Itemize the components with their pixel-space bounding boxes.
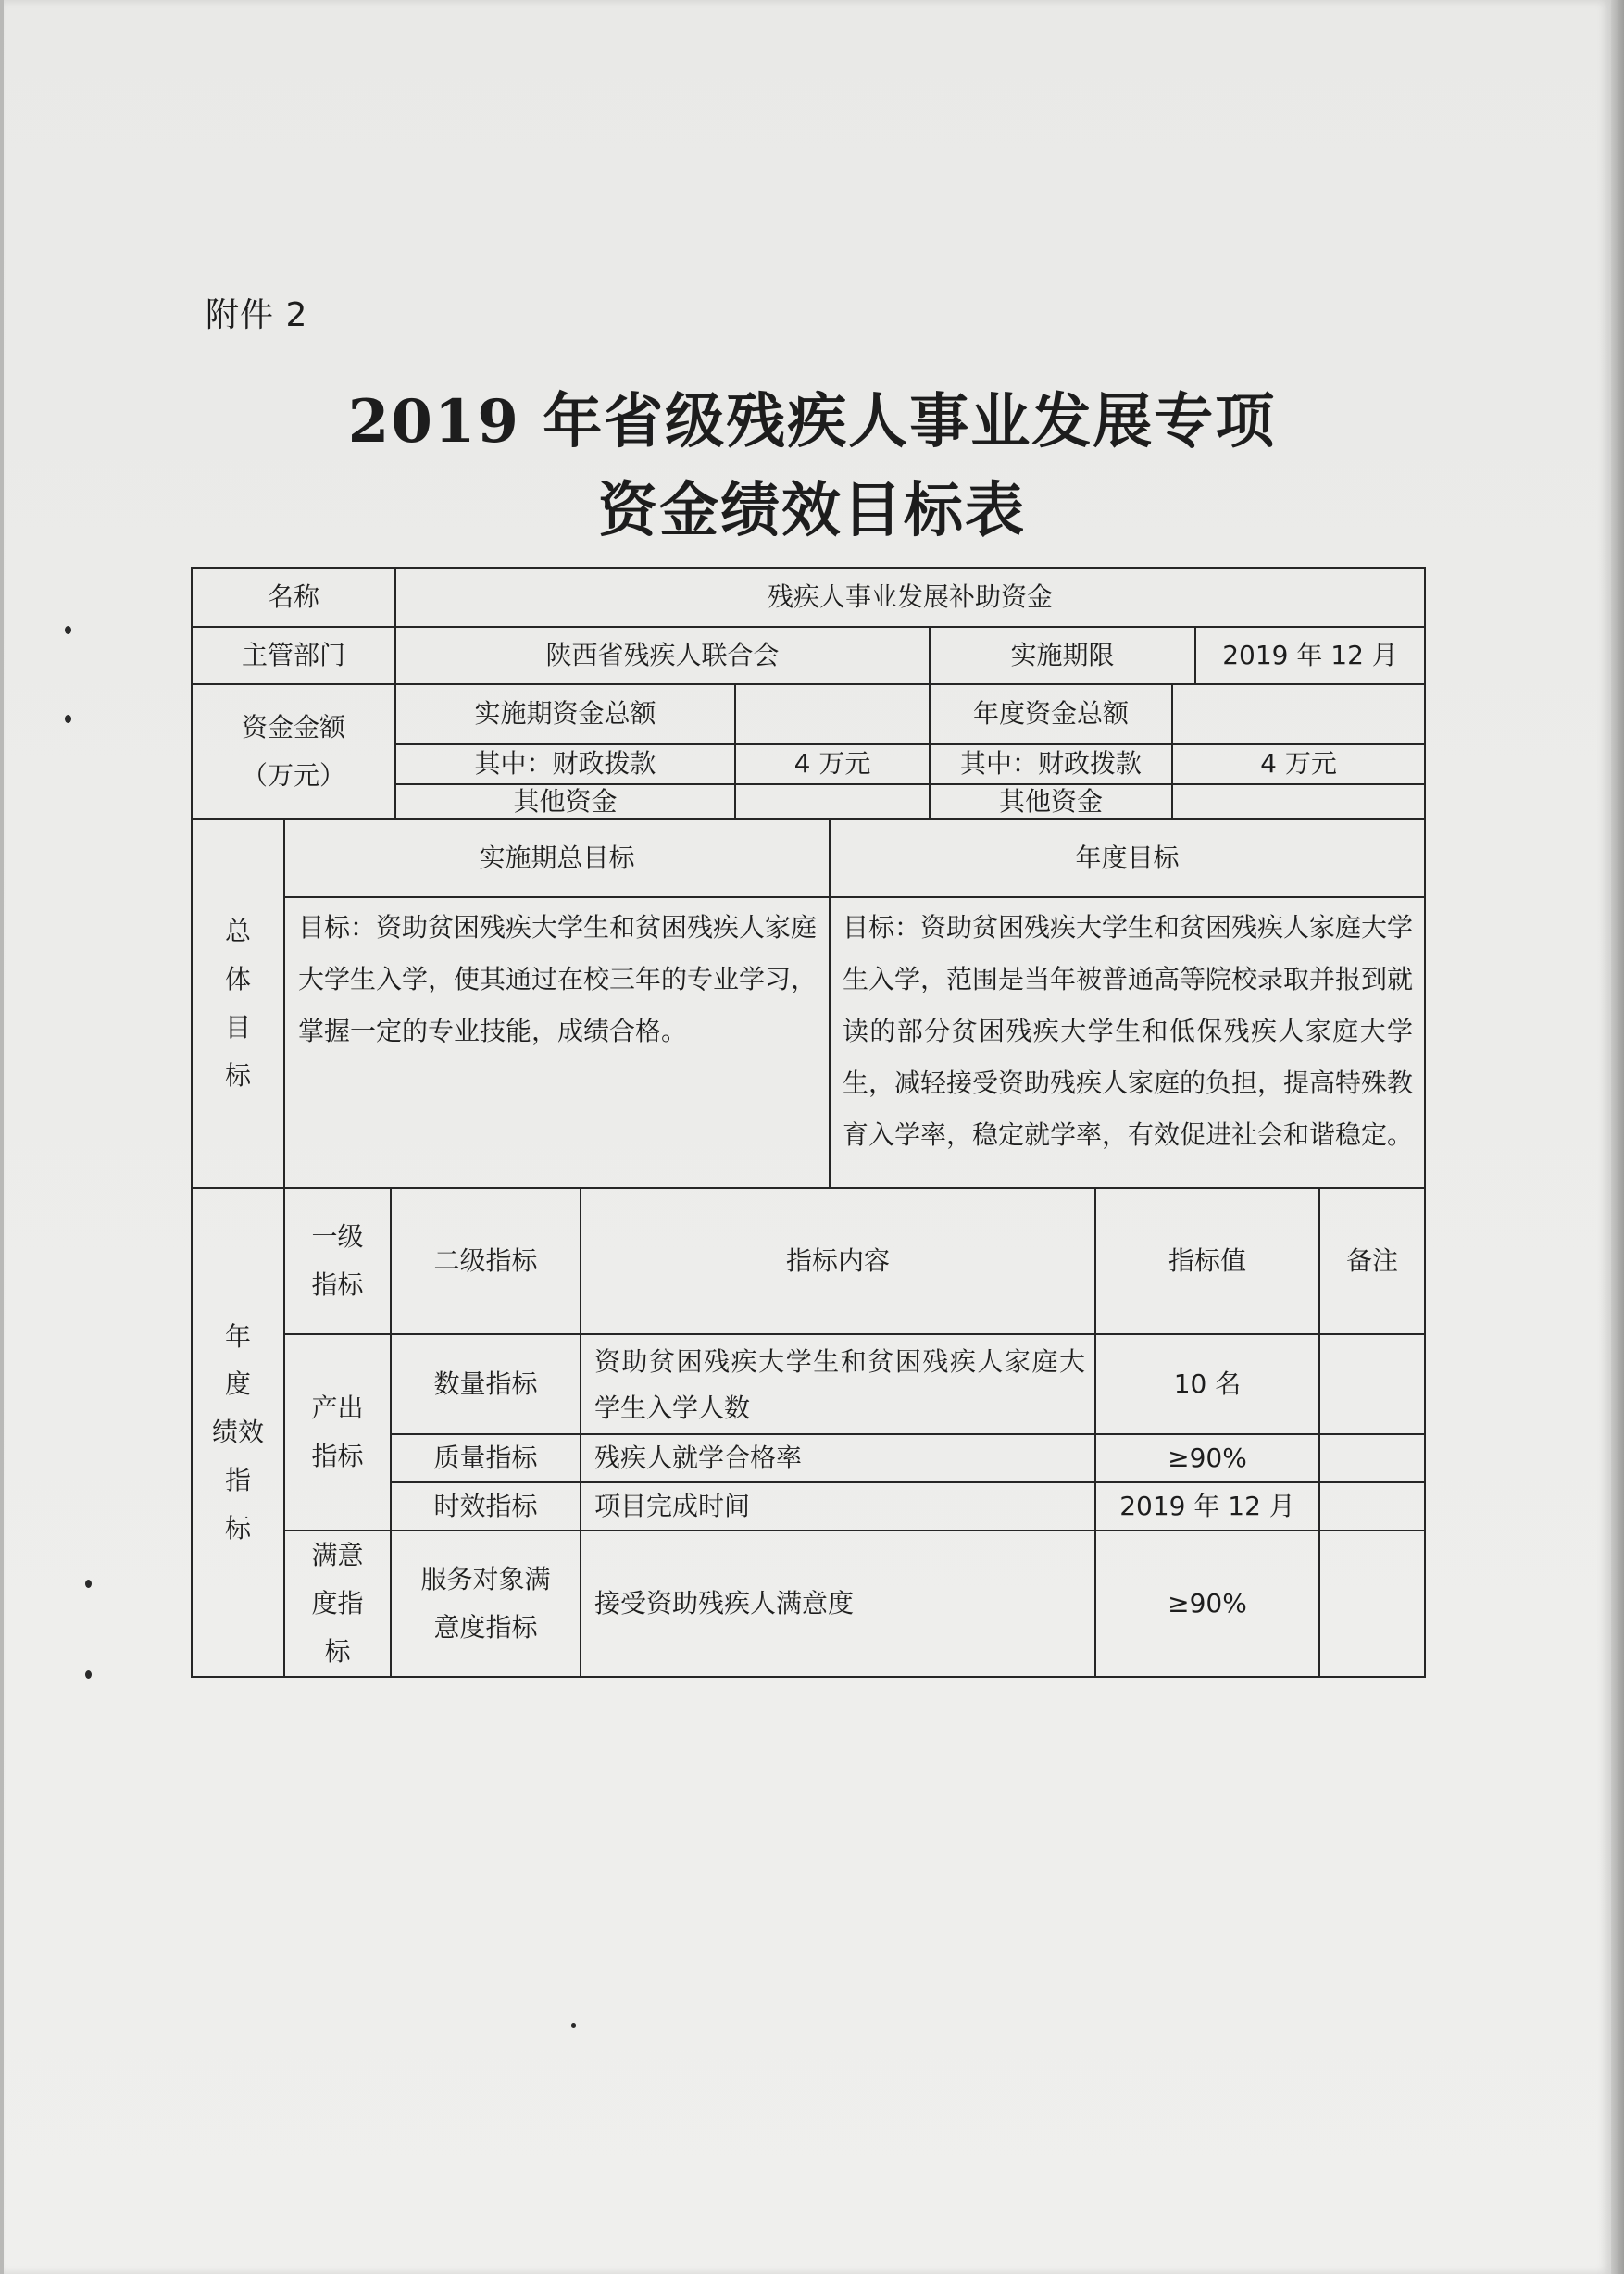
label-line: 满意 xyxy=(311,1540,364,1571)
side-char: 标 xyxy=(224,1059,251,1091)
timeliness-level2: 时效指标 xyxy=(433,1490,538,1521)
annual-other-label: 其他资金 xyxy=(998,785,1103,817)
annual-fiscal-value: 4 万元 xyxy=(1260,748,1337,780)
label-line: 标 xyxy=(324,1635,351,1667)
quantity-level2: 数量指标 xyxy=(433,1368,538,1399)
side-char: 目 xyxy=(224,1012,251,1043)
impl-fiscal-label: 其中：财政拨款 xyxy=(474,748,656,780)
funding-label-line2: （万元） xyxy=(241,760,345,791)
quantity-value: 10 名 xyxy=(1173,1368,1242,1399)
satisfaction-indicator-label xyxy=(285,1531,390,1676)
level1-header xyxy=(285,1189,390,1333)
side-char: 总 xyxy=(224,916,251,947)
label-line: 度指 xyxy=(311,1588,364,1619)
annual-goal-text: 目标：资助贫困残疾大学生和贫困残疾人家庭大学生入学，范围是当年被普通高等院校录取并报到就读的部分贫困残疾大学生和低保残疾人家庭大学生，减轻接受资助残疾人家庭的负担，提高特殊教育入学率，稳定就学率，有效促进社会和谐稳定。 xyxy=(843,912,1414,1150)
quantity-content: 资助贫困残疾大学生和贫困残疾人家庭大学生入学人数 xyxy=(594,1346,1085,1423)
name-value: 残疾人事业发展补助资金 xyxy=(767,581,1053,612)
annual-goal-header: 年度目标 xyxy=(1075,842,1180,873)
label-line: 服务对象满 xyxy=(420,1564,551,1595)
label-line: 指标 xyxy=(311,1441,364,1471)
output-indicator-label xyxy=(285,1335,390,1530)
header-line: 一级 xyxy=(311,1221,364,1253)
label-line: 产出 xyxy=(311,1393,364,1424)
impl-other-label: 其他资金 xyxy=(513,785,618,817)
content-header: 指标内容 xyxy=(785,1244,890,1276)
overall-goal-side-label xyxy=(193,820,283,1187)
label-line: 意度指标 xyxy=(433,1612,538,1643)
satisfaction-content: 接受资助残疾人满意度 xyxy=(594,1587,855,1618)
value-header: 指标值 xyxy=(1168,1244,1246,1276)
department-value: 陕西省残疾人联合会 xyxy=(545,639,780,670)
annual-total-value xyxy=(1173,685,1424,743)
side-char: 年 xyxy=(224,1320,251,1352)
side-char: 体 xyxy=(224,964,251,995)
header-line: 指标 xyxy=(311,1269,364,1300)
remark-header: 备注 xyxy=(1345,1244,1398,1276)
funding-label-line1: 资金金额 xyxy=(241,712,345,743)
timeliness-value: 2019 年 12 月 xyxy=(1119,1490,1295,1521)
funding-label xyxy=(193,685,394,818)
side-char: 指 xyxy=(224,1464,251,1495)
quality-level2: 质量指标 xyxy=(433,1442,538,1473)
impl-goal-header: 实施期总目标 xyxy=(479,842,635,873)
annual-fiscal-label: 其中：财政拨款 xyxy=(959,748,1142,780)
annual-total-label: 年度资金总额 xyxy=(972,698,1129,730)
annual-indicators-side-label xyxy=(193,1189,283,1676)
period-label: 实施期限 xyxy=(1010,639,1115,670)
side-char: 标 xyxy=(224,1512,251,1543)
page-title-line2: 资金绩效目标表 xyxy=(598,476,1026,545)
timeliness-content: 项目完成时间 xyxy=(594,1490,751,1521)
side-char: 度 xyxy=(224,1368,251,1400)
satisfaction-level2 xyxy=(392,1531,580,1676)
level2-header: 二级指标 xyxy=(433,1244,538,1276)
quality-content: 残疾人就学合格率 xyxy=(594,1442,803,1473)
impl-total-value xyxy=(736,685,929,743)
period-value: 2019 年 12 月 xyxy=(1222,639,1398,670)
side-char: 绩效 xyxy=(211,1417,264,1448)
attachment-label: 附件 2 xyxy=(206,296,308,334)
name-label: 名称 xyxy=(267,581,319,612)
impl-total-label: 实施期资金总额 xyxy=(474,698,656,730)
page-title-line1: 2019 年省级残疾人事业发展专项 xyxy=(347,387,1277,456)
department-label: 主管部门 xyxy=(241,639,345,670)
impl-goal-text: 目标：资助贫困残疾大学生和贫困残疾人家庭大学生入学，使其通过在校三年的专业学习，掌握一定的专业技能，成绩合格。 xyxy=(298,912,818,1046)
quality-value: ≥90% xyxy=(1168,1442,1247,1473)
satisfaction-value: ≥90% xyxy=(1168,1587,1247,1618)
impl-fiscal-value: 4 万元 xyxy=(793,748,871,780)
